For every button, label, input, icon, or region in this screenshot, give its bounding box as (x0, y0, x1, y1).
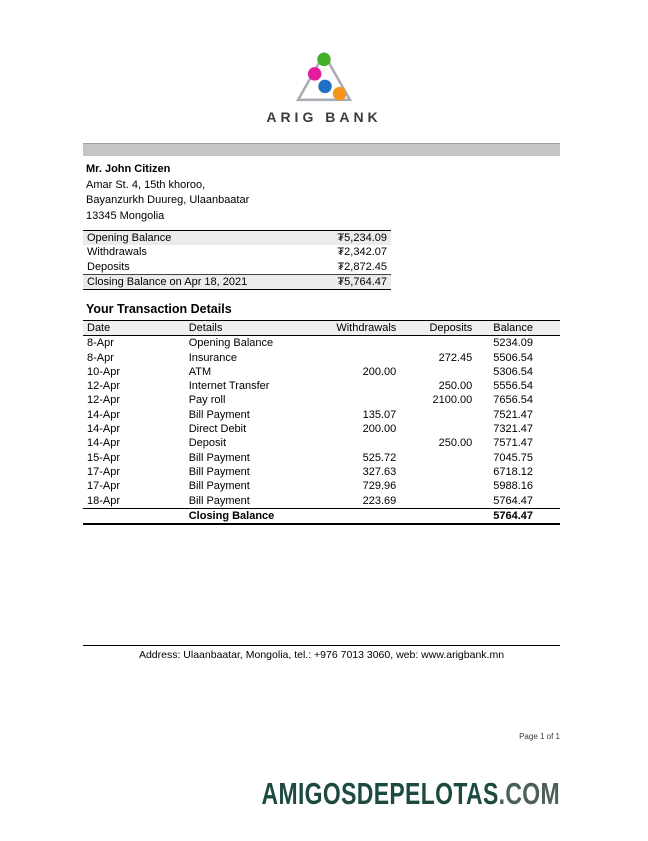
customer-address-block (86, 162, 249, 224)
summary-row-value: ₮2,872.45 (337, 260, 387, 273)
transaction-date: 14-Apr (87, 423, 121, 436)
transactions-table-footer (83, 508, 560, 524)
logo-dot-orange (333, 87, 346, 100)
transaction-date: 8-Apr (87, 337, 114, 350)
transaction-deposit (413, 365, 489, 379)
transaction-deposit (413, 494, 489, 509)
transaction-row (83, 436, 560, 450)
transaction-details: ATM (188, 365, 212, 378)
summary-row-value: ₮5,234.09 (337, 232, 387, 244)
col-header-details: Details (185, 321, 333, 336)
customer-address-line: 13345 Mongolia (86, 209, 165, 222)
header-divider-bar (83, 143, 560, 156)
logo-dot-blue (318, 80, 331, 93)
transaction-deposit: 272.45 (438, 351, 473, 364)
summary-row (83, 245, 391, 259)
transactions-table-body (83, 336, 560, 509)
transaction-details: Bill Payment (188, 480, 250, 493)
transaction-withdrawal: 200.00 (362, 365, 397, 378)
transaction-withdrawal: 223.69 (362, 494, 397, 507)
transaction-balance: 5234.09 (493, 337, 533, 350)
transaction-balance: 5988.16 (493, 480, 533, 493)
transaction-date: 15-Apr (87, 451, 121, 464)
summary-row-label: Withdrawals (87, 246, 147, 259)
summary-row (83, 260, 391, 275)
summary-row (83, 274, 391, 289)
transaction-withdrawal (332, 393, 413, 407)
col-header-withdrawals: Withdrawals (332, 321, 413, 336)
transaction-date: 18-Apr (87, 494, 121, 507)
transaction-withdrawal: 327.63 (362, 465, 397, 478)
summary-row-label: Deposits (87, 260, 130, 273)
transaction-date: 12-Apr (87, 380, 121, 393)
transaction-row (83, 479, 560, 493)
transaction-details: Direct Debit (188, 423, 247, 436)
closing-empty-date (83, 508, 185, 524)
customer-address-line: Bayanzurkh Duureg, Ulaanbaatar (86, 194, 250, 206)
transaction-date: 17-Apr (87, 465, 121, 478)
transaction-balance: 5556.54 (493, 380, 533, 393)
customer-name: Mr. John Citizen (86, 163, 171, 175)
transaction-row (83, 408, 560, 422)
transaction-deposit (413, 336, 489, 351)
transaction-row (83, 379, 560, 393)
transaction-balance: 5764.47 (493, 494, 533, 507)
logo-dot-magenta (308, 67, 321, 80)
summary-row-label: Closing Balance on Apr 18, 2021 (83, 274, 312, 289)
transaction-withdrawal (332, 379, 413, 393)
transaction-row (83, 336, 560, 351)
transaction-deposit (413, 479, 489, 493)
transaction-date: 12-Apr (87, 394, 121, 407)
transactions-table-header (83, 321, 560, 336)
transaction-row (83, 422, 560, 436)
transaction-withdrawal (332, 336, 413, 351)
transaction-row (83, 393, 560, 407)
transaction-date: 14-Apr (87, 408, 121, 421)
watermark-main: AMIGOSDEPELOTAS (261, 776, 499, 811)
customer-address-line: Amar St. 4, 15th khoroo, (86, 178, 206, 191)
transaction-date: 10-Apr (87, 365, 121, 378)
footer-address: Address: Ulaanbaatar, Mongolia, tel.: +976 7013 3060, web: www.arigbank.mn (138, 649, 505, 661)
closing-balance-value: 5764.47 (489, 508, 560, 524)
transaction-details: Bill Payment (188, 494, 250, 507)
transaction-balance: 7045.75 (493, 451, 533, 464)
closing-empty-deposit (413, 508, 489, 524)
header-logo-block (0, 52, 648, 125)
transaction-date: 8-Apr (87, 351, 114, 364)
transaction-details: Opening Balance (188, 337, 274, 350)
transaction-balance: 5306.54 (493, 365, 533, 378)
transaction-balance: 7656.54 (493, 394, 533, 407)
transaction-details: Bill Payment (188, 465, 250, 478)
transaction-balance: 7321.47 (493, 423, 533, 436)
transaction-date: 14-Apr (87, 437, 121, 450)
page-number: Page 1 of 1 (519, 732, 560, 741)
col-header-date: Date (83, 321, 185, 336)
account-summary-table (83, 230, 391, 290)
transaction-withdrawal (332, 351, 413, 365)
transaction-deposit (413, 408, 489, 422)
col-header-balance: Balance (489, 321, 560, 336)
closing-balance-row (83, 508, 560, 524)
closing-balance-label: Closing Balance (185, 508, 333, 524)
arig-bank-logo-icon (296, 52, 352, 102)
transaction-details: Bill Payment (188, 408, 250, 421)
transaction-deposit (413, 422, 489, 436)
transaction-deposit: 250.00 (438, 380, 473, 393)
footer-rule (83, 645, 560, 646)
transaction-withdrawal (332, 436, 413, 450)
transaction-details: Insurance (188, 351, 238, 364)
transaction-row (83, 351, 560, 365)
transaction-row (83, 451, 560, 465)
col-header-deposits: Deposits (413, 321, 489, 336)
transactions-title: Your Transaction Details (86, 302, 232, 316)
transactions-table (83, 320, 560, 525)
transaction-withdrawal: 525.72 (362, 451, 397, 464)
transaction-withdrawal: 729.96 (362, 480, 397, 493)
watermark (207, 776, 560, 812)
summary-row-label: Opening Balance (87, 232, 172, 244)
summary-row-value: ₮2,342.07 (337, 246, 387, 259)
transaction-date: 17-Apr (87, 480, 121, 493)
summary-row-value: ₮5,764.47 (312, 274, 391, 289)
transaction-balance: 5506.54 (493, 351, 533, 364)
closing-empty-withdrawal (332, 508, 413, 524)
transaction-withdrawal: 135.07 (362, 408, 397, 421)
logo-dot-green (317, 53, 330, 66)
transaction-details: Bill Payment (188, 451, 250, 464)
transaction-deposit (413, 465, 489, 479)
transaction-balance: 6718.12 (493, 465, 533, 478)
transaction-row (83, 465, 560, 479)
summary-row (83, 231, 391, 246)
transaction-details: Deposit (188, 437, 227, 450)
transaction-withdrawal: 200.00 (362, 423, 397, 436)
transaction-row (83, 365, 560, 379)
transaction-deposit: 2100.00 (432, 394, 473, 407)
watermark-suffix: .COM (498, 776, 560, 811)
summary-table-body (83, 231, 391, 290)
transaction-balance: 7571.47 (493, 437, 533, 450)
transaction-balance: 7521.47 (493, 408, 533, 421)
transaction-details: Internet Transfer (188, 380, 270, 393)
transaction-deposit: 250.00 (438, 437, 473, 450)
transaction-row (83, 494, 560, 509)
transactions-header-row (83, 321, 560, 336)
transaction-details: Pay roll (188, 394, 226, 407)
transaction-deposit (413, 451, 489, 465)
bank-name: ARIG BANK (266, 109, 382, 125)
